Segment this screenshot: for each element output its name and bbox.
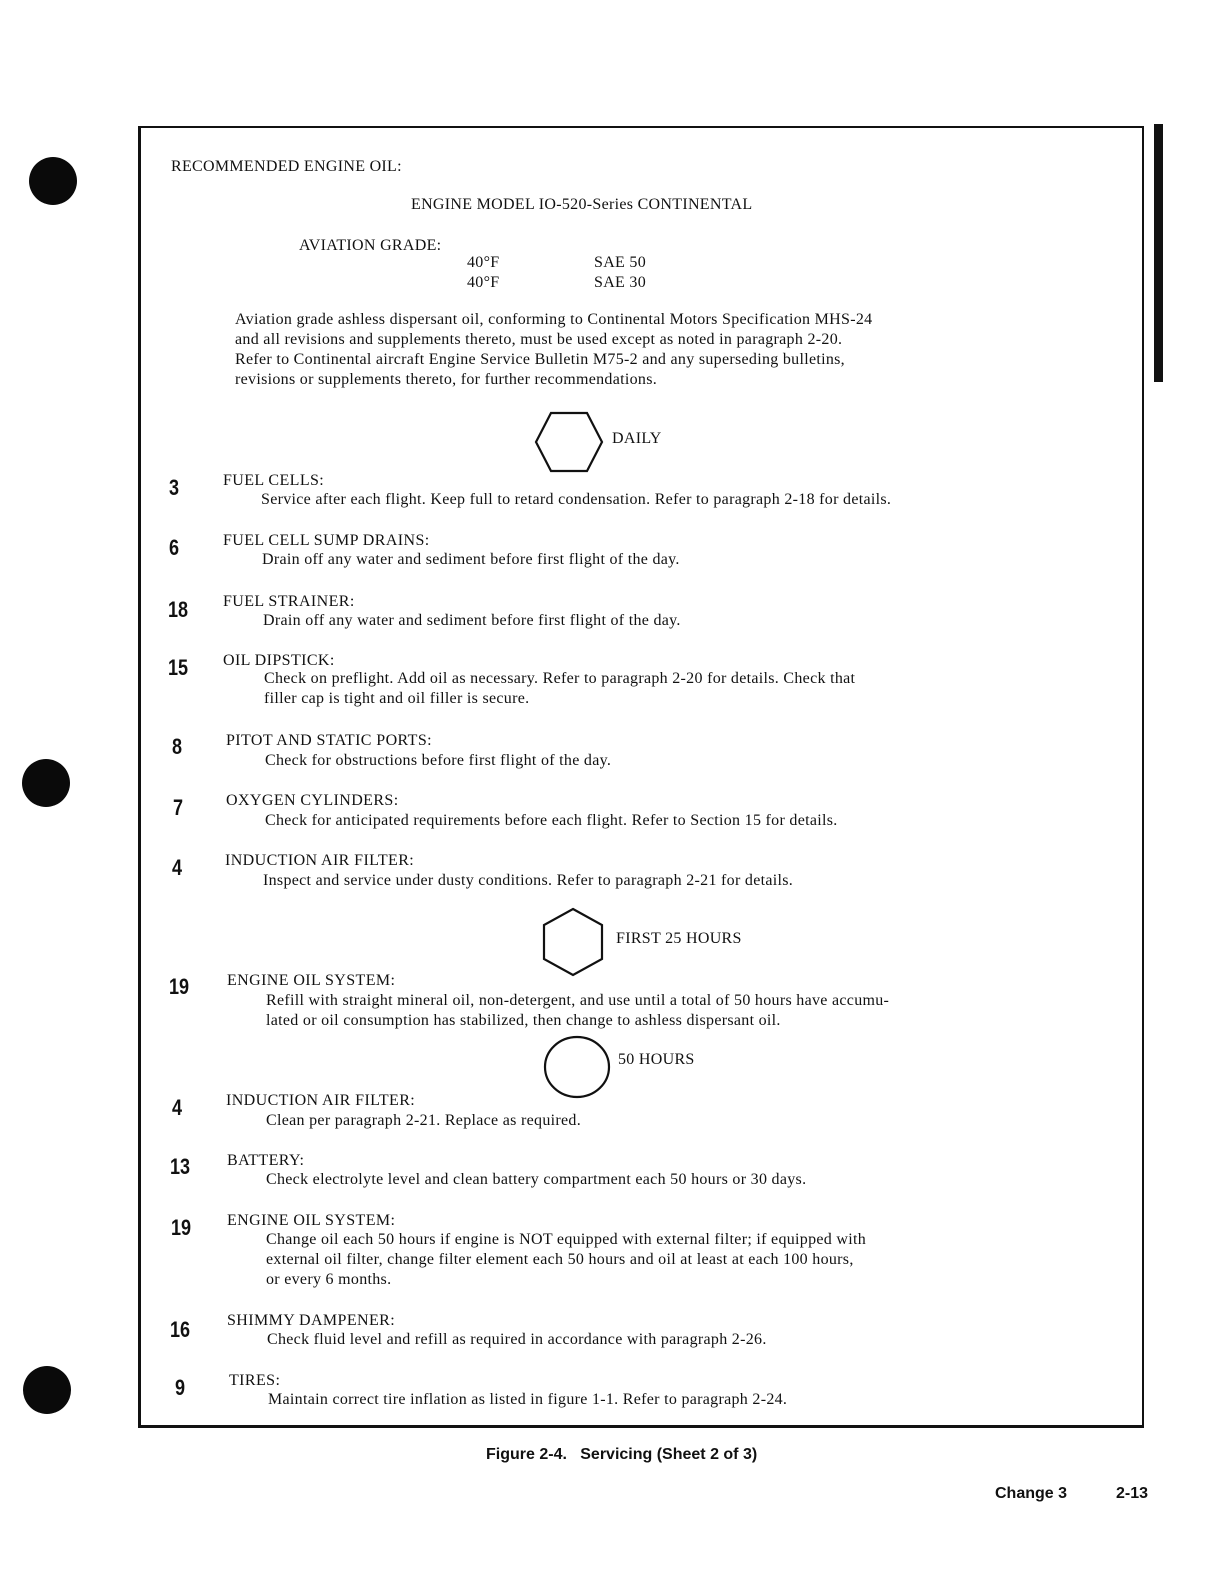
oil-note: [235, 310, 872, 390]
figure-caption: Figure 2-4. Servicing (Sheet 2 of 3): [486, 1446, 758, 1463]
oil-note-line: revisions or supplements thereto, for further recommendations.: [235, 371, 658, 388]
oil-note-line: Aviation grade ashless dispersant oil, conforming to Continental Motors Specification MHS-24: [235, 311, 873, 328]
change-number: Change 3: [995, 1485, 1068, 1502]
item-number: 15: [168, 655, 189, 680]
item-line: Refill with straight mineral oil, non-detergent, and use until a total of 50 hours have accumu-: [266, 992, 890, 1009]
item-line: Service after each flight. Keep full to retard condensation. Refer to paragraph 2-18 for details.: [261, 491, 892, 508]
item-body: [265, 751, 611, 771]
item-line: lated or oil consumption has stabilized, then change to ashless dispersant oil.: [266, 1012, 781, 1029]
item-body: [268, 1390, 787, 1410]
item-title: INDUCTION AIR FILTER:: [226, 1092, 416, 1109]
item-line: Drain off any water and sediment before first flight of the day.: [263, 612, 681, 629]
item-body: [263, 611, 681, 631]
item-number: 18: [168, 597, 189, 622]
page-number: 2-13: [1116, 1485, 1149, 1502]
interval-first-25-hours-label: FIRST 25 HOURS: [616, 930, 742, 947]
grade-temp: 40°F: [467, 254, 500, 271]
item-body: [266, 991, 889, 1031]
item-number: 19: [171, 1215, 192, 1240]
item-line: Maintain correct tire inflation as listed in figure 1-1. Refer to paragraph 2-24.: [268, 1391, 788, 1408]
item-line: Check fluid level and refill as required in accordance with paragraph 2-26.: [267, 1331, 767, 1348]
engine-model: ENGINE MODEL IO-520-Series CONTINENTAL: [411, 196, 753, 213]
circle-icon: [541, 1034, 613, 1100]
item-number: 6: [169, 535, 180, 560]
item-line: Change oil each 50 hours if engine is NOT equipped with external filter; if equipped with: [266, 1231, 867, 1248]
item-number: 3: [169, 475, 180, 500]
punch-hole: [22, 759, 70, 807]
item-title: TIRES:: [229, 1372, 281, 1389]
item-line: Check electrolyte level and clean battery compartment each 50 hours or 30 days.: [266, 1171, 807, 1188]
item-title: OIL DIPSTICK:: [223, 652, 335, 669]
interval-50-hours-label: 50 HOURS: [618, 1051, 695, 1068]
item-title: FUEL STRAINER:: [223, 593, 355, 610]
item-line: Check for obstructions before first flight of the day.: [265, 752, 612, 769]
grade-sae: SAE 30: [594, 274, 647, 291]
item-line: Check on preflight. Add oil as necessary. Refer to paragraph 2-20 for details. Check that: [264, 670, 856, 687]
item-number: 19: [169, 974, 190, 999]
item-line: filler cap is tight and oil filler is secure.: [264, 690, 530, 707]
punch-hole: [29, 157, 77, 205]
item-title: FUEL CELLS:: [223, 472, 325, 489]
item-number: 13: [170, 1154, 191, 1179]
item-body: [262, 550, 680, 570]
punch-hole: [23, 1366, 71, 1414]
interval-daily-label: DAILY: [612, 430, 662, 447]
aviation-grade-label: AVIATION GRADE:: [299, 237, 442, 254]
revision-change-bar: [1154, 124, 1163, 382]
item-title: SHIMMY DAMPENER:: [227, 1312, 396, 1329]
hexagon-icon: [533, 410, 605, 474]
item-number: 4: [172, 1095, 183, 1120]
oil-note-line: Refer to Continental aircraft Engine Service Bulletin M75-2 and any superseding bulletins,: [235, 351, 845, 368]
item-line: Clean per paragraph 2-21. Replace as required.: [266, 1112, 581, 1129]
item-number: 7: [173, 795, 184, 820]
item-title: PITOT AND STATIC PORTS:: [226, 732, 432, 749]
item-number: 4: [172, 855, 183, 880]
item-number: 8: [172, 734, 183, 759]
item-line: Drain off any water and sediment before first flight of the day.: [262, 551, 680, 568]
item-line: external oil filter, change filter element each 50 hours and oil at least at each 100 hours,: [266, 1251, 854, 1268]
item-body: [264, 669, 855, 709]
item-body: [266, 1230, 866, 1290]
item-title: ENGINE OIL SYSTEM:: [227, 972, 396, 989]
item-body: [261, 490, 891, 510]
item-title: OXYGEN CYLINDERS:: [226, 792, 399, 809]
item-body: [263, 871, 793, 891]
item-title: BATTERY:: [227, 1152, 305, 1169]
item-number: 9: [175, 1375, 186, 1400]
item-title: FUEL CELL SUMP DRAINS:: [223, 532, 430, 549]
grade-sae: SAE 50: [594, 254, 647, 271]
item-line: Inspect and service under dusty conditions. Refer to paragraph 2-21 for details.: [263, 872, 794, 889]
item-body: [267, 1330, 767, 1350]
item-body: [265, 811, 838, 831]
oil-note-line: and all revisions and supplements thereto, must be used except as noted in paragraph 2-20.: [235, 331, 843, 348]
hexagon-icon: [541, 906, 605, 978]
item-title: ENGINE OIL SYSTEM:: [227, 1212, 396, 1229]
item-body: [266, 1170, 806, 1190]
item-title: INDUCTION AIR FILTER:: [225, 852, 415, 869]
item-line: or every 6 months.: [266, 1271, 392, 1288]
grade-temp: 40°F: [467, 274, 500, 291]
item-line: Check for anticipated requirements before each flight. Refer to Section 15 for details.: [265, 812, 838, 829]
recommended-oil-heading: RECOMMENDED ENGINE OIL:: [171, 158, 402, 175]
item-body: [266, 1111, 581, 1131]
item-number: 16: [170, 1317, 191, 1342]
